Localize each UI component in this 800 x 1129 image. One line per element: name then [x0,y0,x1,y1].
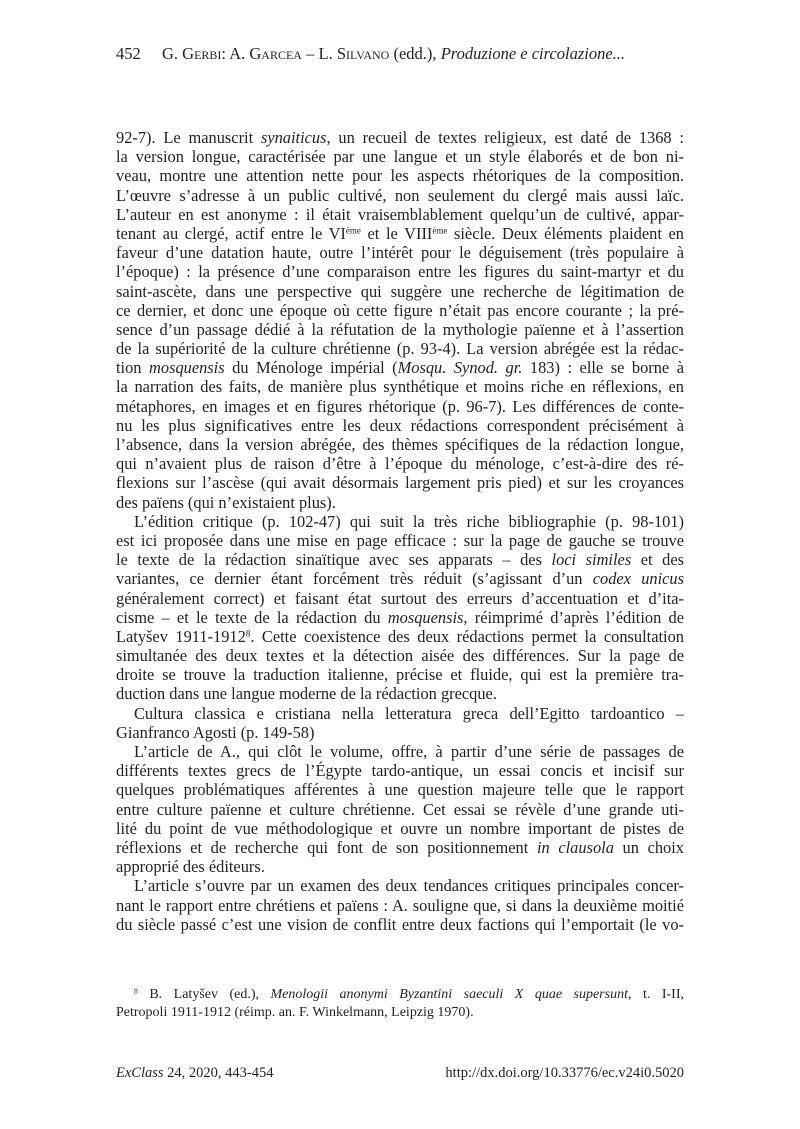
text-line: réflexions et de recherche qui font de son positionnement in clausola un choix [116,837,684,857]
text-line: L’œuvre s’adresse à un public cultivé, non seulement du clergé mais aussi laïc. [116,185,684,205]
text-line: cisme – et le texte de la rédaction du mosquensis, réimprimé d’après l’édition de [116,607,685,627]
text-line: nant le rapport entre chrétiens et païens : A. souligne que, si dans la deuxième moitié [116,895,684,915]
text-line: l’époque) : la présence d’une comparaison entre les figures du saint-martyr et du [116,262,684,282]
text-line: droite se trouve la traduction italienne, précise et fluide, qui est la première tra- [116,665,684,685]
text-line: du siècle passé c’est une vision de conflit entre deux factions qui l’emportait (le vo- [116,914,684,934]
text-line: tion mosquensis du Ménologe impérial (Mosqu. Synod. gr. 183) : elle se borne à [116,358,685,378]
text-line: L’article de A., qui clôt le volume, offre, à partir d’une série de passages de [134,742,684,761]
text-line: qui n’avaient plus de raison d’être à l’époque du ménologe, c’est-à-dire des ré- [116,454,684,474]
journal-citation: ExClass 24, 2020, 443-454 [116,1065,274,1081]
text-line: différents textes grecs de l’Égypte tardo-antique, un essai concis et incisif sur [116,761,684,781]
running-header [116,44,716,64]
text-line: des païens (qui n’existaient plus). [116,492,336,512]
page-footer [116,1064,684,1082]
text-line: faveur d’une datation haute, outre l’intérêt pour le déguisement (très populaire à [116,243,684,263]
text-line: L’article s’ouvre par un examen des deux tendances critiques principales concer- [134,876,684,896]
text-line: le texte de la rédaction sinaïtique avec ses apparats – des loci similes et des [116,550,684,570]
text-line: 92-7). Le manuscrit synaiticus, un recueil de textes religieux, est daté de 1368 : [116,128,684,147]
text-line: duction dans une langue moderne de la rédaction grecque. [116,684,497,704]
text-line: approprié des éditeurs. [116,857,265,877]
doi-link[interactable]: http://dx.doi.org/10.33776/ec.v24i0.5020 [445,1065,684,1081]
text-line: flexions sur l’ascèse (qui avait désormais largement pris pied) et sur les croyances [116,473,684,493]
text-line: la narration des faits, de manière plus synthétique et moins riche en réflexions, en [116,377,684,397]
text-line: Latyšev 1911-1912$^8$. Cette coexistence des deux rédactions permet la consultation [116,626,684,646]
text-line: est ici proposée dans une mise en page efficace : sur la page de gauche se trouve [116,530,684,550]
text-line: lité du point de vue méthodologique et ouvre un nombre important de pistes de [116,818,684,838]
text-line: quelques problématiques afférentes à une question majeure telle que le rapport [116,780,684,800]
text-line: L’édition critique (p. 102-47) qui suit la très riche bibliographie (p. 98-101) [134,511,684,531]
text-line: variantes, ce dernier étant forcément très réduit (s’agissant d’un codex unicus [116,569,684,589]
text-line: tenant au clergé, actif entre le VIème et le VIIIème siècle. Deux éléments plaident en [116,223,684,243]
text-line: la version longue, caractérisée par une langue et un style élaborés et de bon ni- [116,147,684,167]
text-line: veau, montre une attention nette pour les aspects rhétoriques de la composition. [116,166,684,186]
footnote-line: $^8$ B. Latyšev (ed.), Menologii anonymi Byzantini saeculi X quae supersunt, t. I-II, [134,986,685,1002]
header-authors: G. Gerbi: A. Garcea – L. Silvano (edd.), [162,44,441,63]
header-title: Produzione e circolazione... [440,44,626,63]
text-line: Cultura classica e cristiana nella letteratura greca dell’Egitto tardoantico – [134,703,684,723]
text-line: entre culture païenne et culture chrétienne. Cet essai se révèle d’une grande uti- [116,799,684,819]
text-line: métaphores, en images et en figures rhétorique (p. 96-7). Les différences de conte- [116,396,684,416]
text-line: généralement correct) et faisant état surtout des erreurs d’accentuation et d’ita- [116,588,684,608]
footnotes [116,986,684,1021]
body-text [116,128,684,934]
text-line: de la supériorité de la culture chrétienne (p. 93-4). La version abrégée est la rédac- [116,339,684,359]
text-line: nu les plus significatives entre les deux rédactions correspondent précisément à [116,415,684,435]
footnote-line: Petropoli 1911-1912 (réimp. an. F. Winkelmann, Leipzig 1970). [116,1004,474,1020]
text-line: sence d’un passage dédié à la réfutation de la mythologie païenne et à l’assertion [116,319,684,339]
text-line: l’absence, dans la version abrégée, des thèmes spécifiques de la rédaction longue, [116,435,684,454]
text-line: saint-ascète, dans une perspective qui suggère une recherche de légitimation de [116,281,684,301]
text-line: simultanée des deux textes et la détection aisée des différences. Sur la page de [116,646,684,666]
text-line: ce dernier, et donc une époque où cette figure n’était pas encore courante ; la pré- [116,300,684,320]
page-number: 452 [116,44,141,63]
text-line: Gianfranco Agosti (p. 149-58) [116,722,315,742]
text-line: L’auteur en est anonyme : il était vraisemblablement quelqu’un de cultivé, appar- [116,204,684,224]
